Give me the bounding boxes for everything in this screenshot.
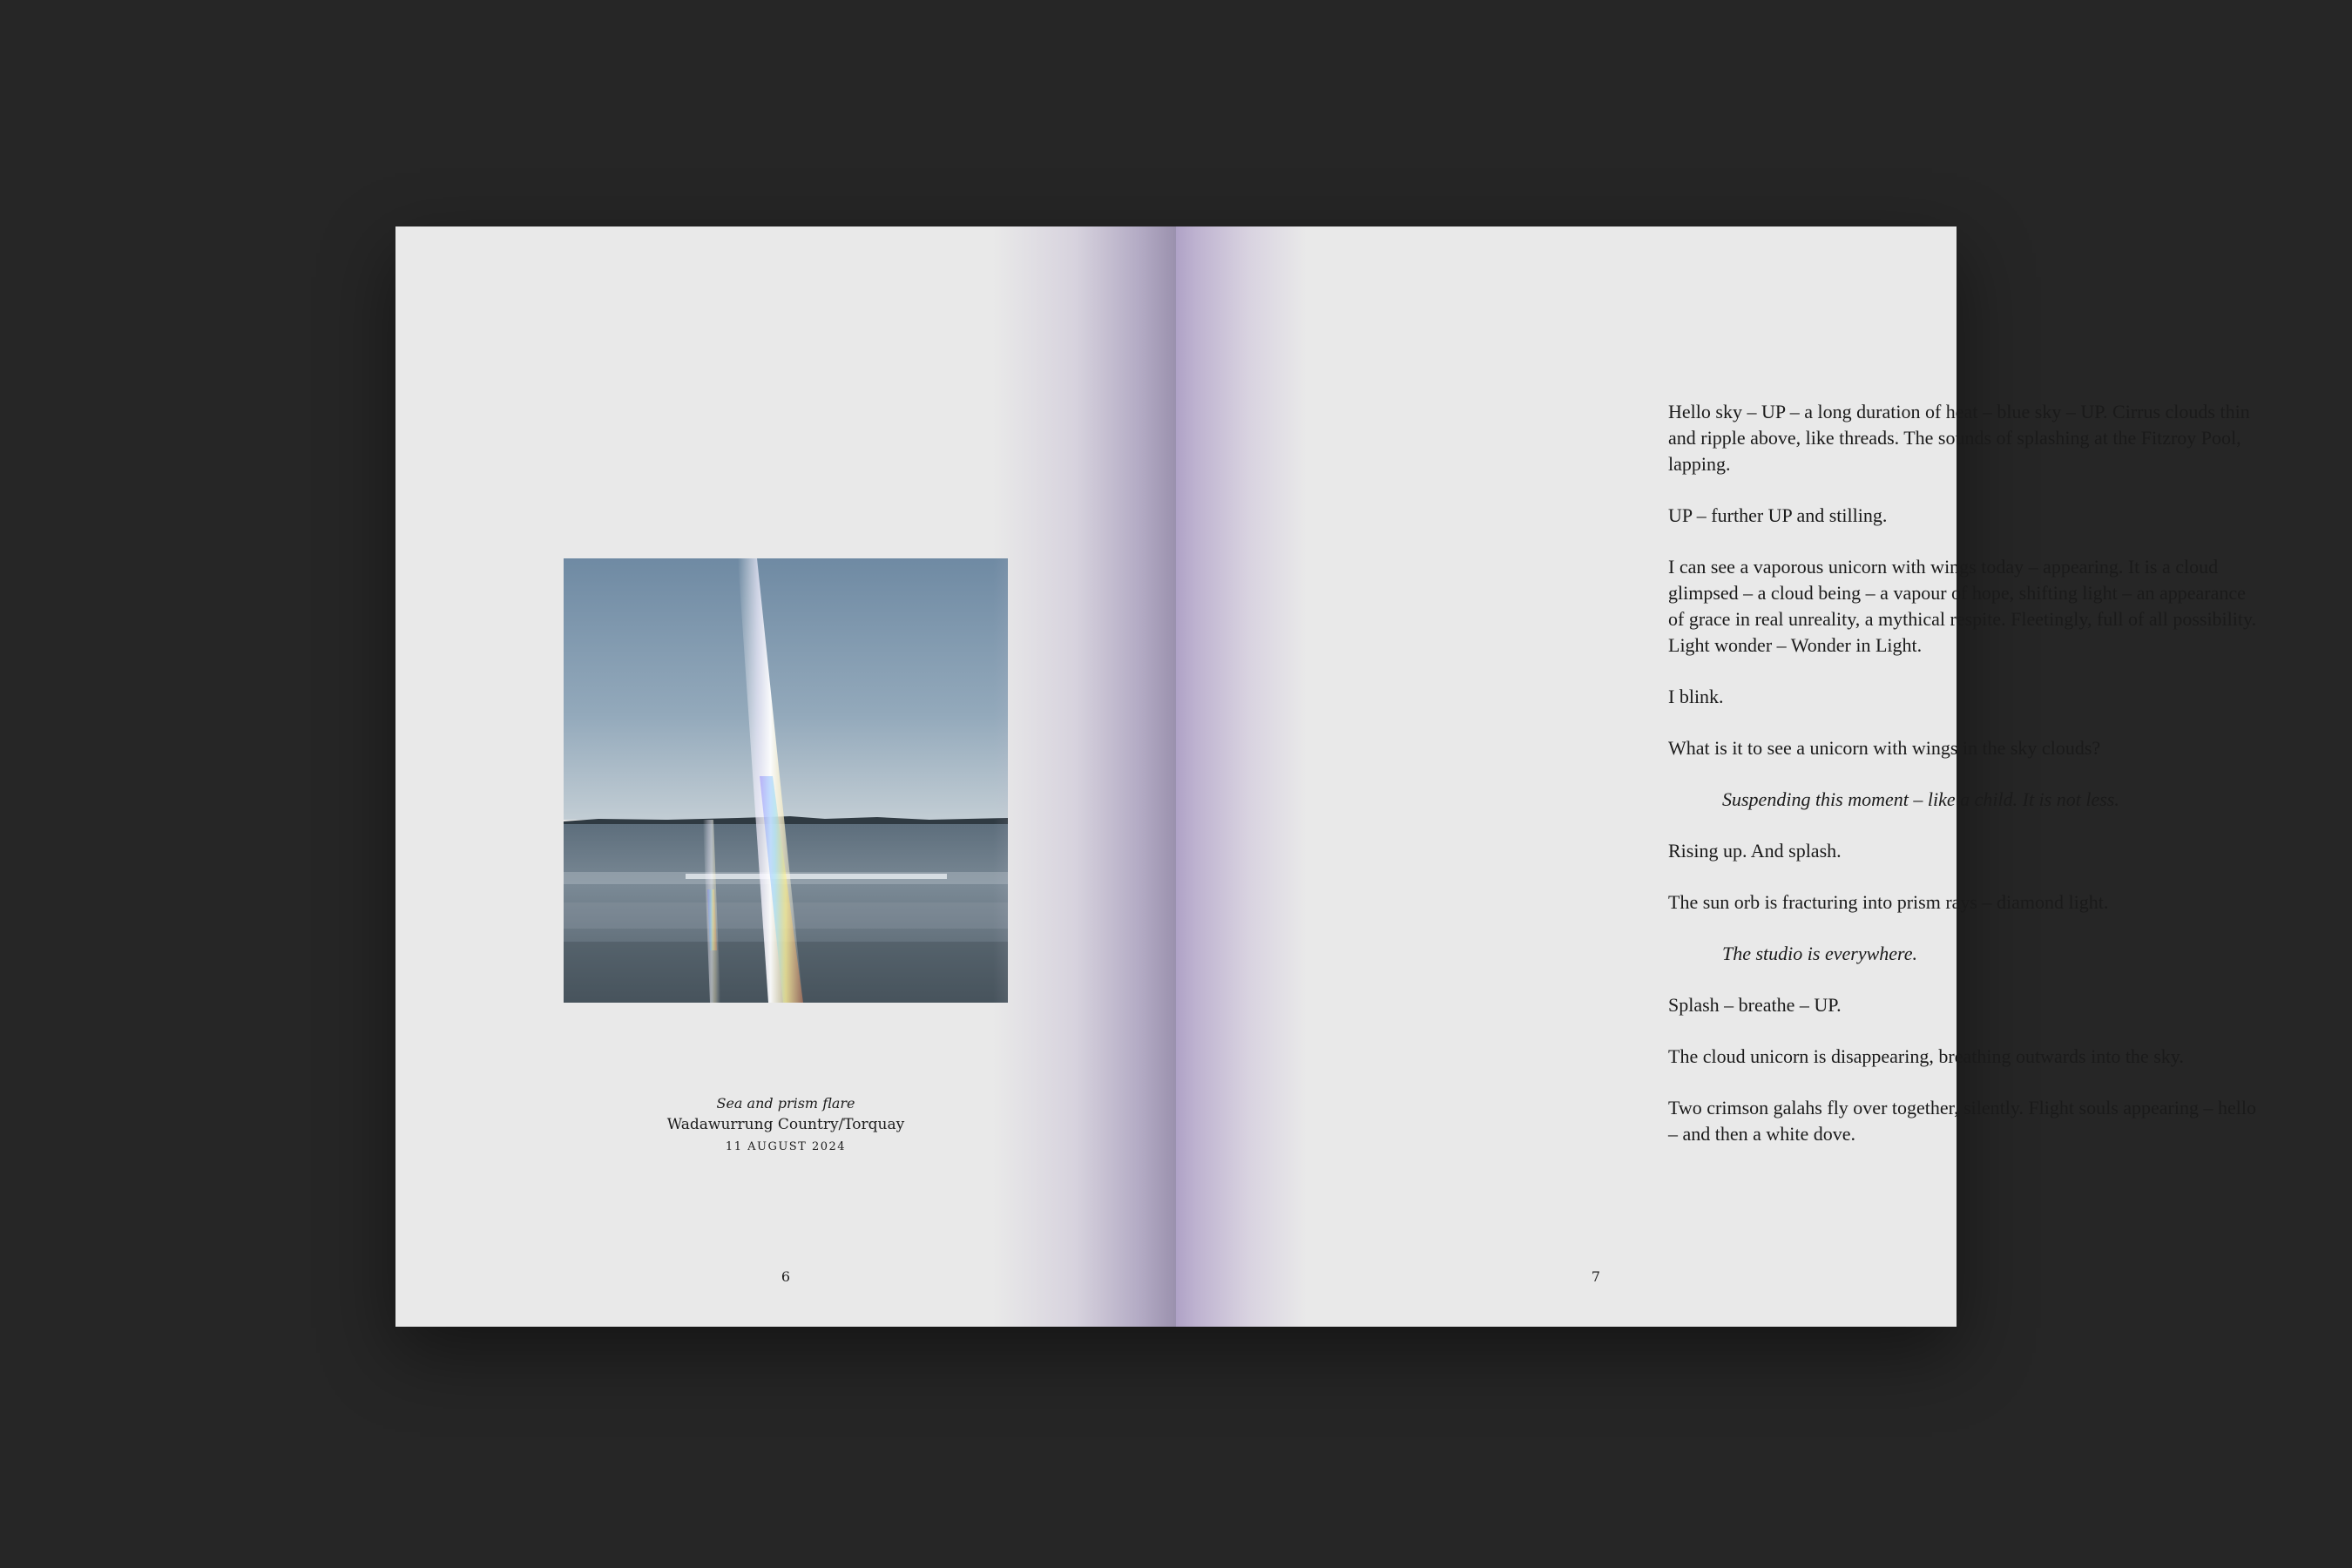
paragraph: Two crimson galahs fly over together, silently. Flight souls appearing – hello – and then a white dove. bbox=[1668, 1097, 2256, 1145]
body-text bbox=[1668, 399, 2261, 1173]
indented-italic-paragraph: The studio is everywhere. bbox=[1722, 943, 1918, 964]
paragraph: UP – further UP and stilling. bbox=[1668, 504, 1888, 526]
paragraph: Hello sky – UP – a long duration of heat – blue sky – UP. Cirrus clouds thin and ripple above, like threads. The sounds of splashing at the Fitzroy Pool, lapping. bbox=[1668, 401, 2250, 475]
page-number-left: 6 bbox=[781, 1268, 791, 1285]
paragraph: Rising up. And splash. bbox=[1668, 840, 1842, 862]
page-number-right: 7 bbox=[1591, 1268, 1601, 1285]
paragraph: I can see a vaporous unicorn with wings today – appearing. It is a cloud glimpsed – a cloud being – a vapour of hope, shifting light – an appearance of grace in real unreality, a mythical respite. Fleetingly, full of all possibility. Light wonder – Wonder in Light. bbox=[1668, 556, 2257, 656]
photo-caption bbox=[395, 1093, 1176, 1158]
paragraph: I blink. bbox=[1668, 686, 1724, 707]
photo-image bbox=[564, 558, 1008, 1003]
caption-title: Sea and prism flare bbox=[716, 1095, 855, 1112]
paragraph: Splash – breathe – UP. bbox=[1668, 994, 1842, 1016]
caption-date: 11 AUGUST 2024 bbox=[725, 1140, 847, 1153]
caption-place: Wadawurrung Country/Torquay bbox=[666, 1116, 905, 1133]
left-page bbox=[395, 226, 1176, 1327]
paragraph: The cloud unicorn is disappearing, breathing outwards into the sky. bbox=[1668, 1045, 2184, 1067]
indented-italic-paragraph: Suspending this moment – like a child. It is not less. bbox=[1722, 788, 2119, 810]
paragraph: What is it to see a unicorn with wings in the sky clouds? bbox=[1668, 737, 2101, 759]
sea-prism-photo bbox=[564, 558, 1008, 1003]
paragraph: The sun orb is fracturing into prism rays – diamond light. bbox=[1668, 891, 2109, 913]
right-page bbox=[1176, 226, 2257, 1327]
book-spread bbox=[395, 226, 2257, 1327]
